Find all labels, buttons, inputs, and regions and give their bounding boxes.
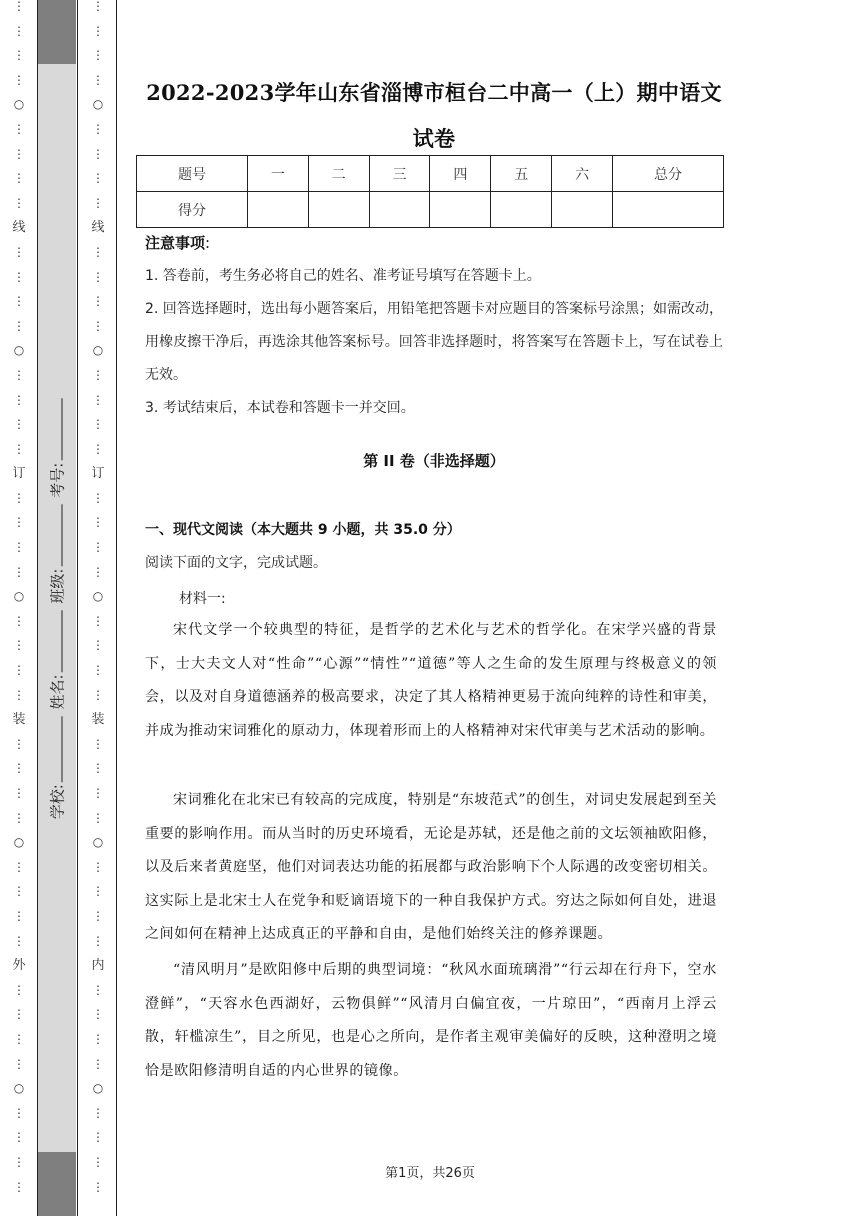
- binding-border-line: [77, 0, 78, 1216]
- cut-dots-mark: ⋮: [92, 1031, 104, 1046]
- cut-circle-mark: ○: [92, 835, 104, 850]
- name-input-blank[interactable]: [62, 610, 63, 672]
- cut-dots-mark: ⋮: [13, 810, 25, 825]
- note-item: 2. 回答选择题时，选出每小题答案后，用铅笔把答题卡对应题目的答案标号涂黑；如需改动，用橡皮擦干净后，再选涂其他答案标号。回答非选择题时，将答案写在答题卡上，写在试卷上无效。: [145, 301, 723, 383]
- cut-dots-mark: ⋮: [13, 417, 25, 432]
- number-input-blank[interactable]: [62, 399, 63, 461]
- cut-circle-mark: ○: [13, 343, 25, 358]
- cut-dots-mark: ⋮: [92, 23, 104, 38]
- cut-dots-mark: ⋮: [92, 761, 104, 776]
- name-label: 姓名:: [48, 674, 67, 710]
- cut-dots-mark: ⋮: [92, 48, 104, 63]
- cut-dots-mark: ⋮: [92, 564, 104, 579]
- cut-dots-mark: ⋮: [92, 515, 104, 530]
- cut-dots-mark: ⋮: [92, 244, 104, 259]
- cut-label-bind: 订: [12, 466, 26, 482]
- cut-dots-mark: ⋮: [13, 1031, 25, 1046]
- score-cell[interactable]: [491, 192, 552, 228]
- inner-cut-marks: [88, 0, 108, 1216]
- reading-instruction: 阅读下面的文字，完成试题。: [145, 555, 327, 571]
- cut-label-install: 装: [91, 712, 105, 728]
- note-item: 3. 考试结束后，本试卷和答题卡一并交回。: [145, 400, 415, 416]
- cut-dots-mark: ⋮: [13, 244, 25, 259]
- cut-dots-mark: ⋮: [13, 564, 25, 579]
- cut-dots-mark: ⋮: [13, 294, 25, 309]
- cut-dots-mark: ⋮: [13, 982, 25, 997]
- reading-paragraph: 宋代文学一个较典型的特征，是哲学的艺术化与艺术的哲学化。在宋学兴盛的背景下，士大夫文人对“性命”“心源”“情性”“道德”等人之生命的发生原理与终极意义的领会，以及对自身道德涵养的极高要求，决定了其人格精神更易于流向纯粹的诗性和审美，并成为推动宋词雅化的原动力，体现着形而上的人格精神对宋代审美与艺术活动的影响。: [145, 622, 717, 739]
- school-input-blank[interactable]: [62, 716, 63, 782]
- cut-dots-mark: ⋮: [92, 367, 104, 382]
- cut-dots-mark: ⋮: [92, 1154, 104, 1169]
- cut-dots-mark: ⋮: [92, 933, 104, 948]
- cut-dots-mark: ⋮: [92, 638, 104, 653]
- cut-dots-mark: ⋮: [92, 121, 104, 136]
- cut-dots-mark: ⋮: [92, 146, 104, 161]
- cut-circle-mark: ○: [92, 589, 104, 604]
- score-cell[interactable]: [369, 192, 430, 228]
- cut-dots-mark: ⋮: [13, 613, 25, 628]
- notes-title-colon: :: [205, 234, 211, 252]
- cut-dots-mark: ⋮: [13, 663, 25, 678]
- cut-dots-mark: ⋮: [92, 269, 104, 284]
- score-table-score-row: [137, 192, 724, 228]
- cut-circle-mark: ○: [13, 97, 25, 112]
- cut-circle-mark: ○: [92, 1081, 104, 1096]
- cut-label-line: 线: [91, 220, 105, 236]
- school-label: 学校:: [48, 784, 67, 820]
- score-table-header: 四: [430, 156, 491, 192]
- score-cell[interactable]: [247, 192, 308, 228]
- class-input-blank[interactable]: [62, 505, 63, 567]
- cut-dots-mark: ⋮: [13, 48, 25, 63]
- cut-dots-mark: ⋮: [92, 417, 104, 432]
- cut-dots-mark: ⋮: [13, 540, 25, 555]
- cut-circle-mark: ○: [13, 835, 25, 850]
- cut-dots-mark: ⋮: [92, 195, 104, 210]
- material-label: 材料一:: [179, 591, 226, 607]
- cut-dots-mark: ⋮: [13, 0, 25, 13]
- cut-dots-mark: ⋮: [92, 613, 104, 628]
- notes-title: [145, 232, 210, 253]
- binding-border-line: [116, 0, 117, 1216]
- score-table-header: 总分: [613, 156, 724, 192]
- cut-dots-mark: ⋮: [13, 736, 25, 751]
- cut-dots-mark: ⋮: [13, 195, 25, 210]
- cut-dots-mark: ⋮: [13, 687, 25, 702]
- cut-dots-mark: ⋮: [13, 392, 25, 407]
- cut-circle-mark: ○: [13, 1081, 25, 1096]
- cut-dots-mark: ⋮: [13, 908, 25, 923]
- cut-dots-mark: ⋮: [13, 1056, 25, 1071]
- cut-dots-mark: ⋮: [92, 294, 104, 309]
- class-label: 班级:: [48, 568, 67, 604]
- cut-dots-mark: ⋮: [13, 269, 25, 284]
- cut-circle-mark: ○: [92, 97, 104, 112]
- cut-circle-mark: ○: [92, 343, 104, 358]
- score-table-header: 六: [552, 156, 613, 192]
- cut-dots-mark: ⋮: [13, 441, 25, 456]
- score-cell[interactable]: [613, 192, 724, 228]
- cut-dots-mark: ⋮: [92, 663, 104, 678]
- cut-dots-mark: ⋮: [13, 23, 25, 38]
- score-cell[interactable]: [430, 192, 491, 228]
- cut-dots-mark: ⋮: [92, 687, 104, 702]
- cut-dots-mark: ⋮: [92, 884, 104, 899]
- score-table-header: 五: [491, 156, 552, 192]
- score-table-header: 三: [369, 156, 430, 192]
- cut-dots-mark: ⋮: [13, 933, 25, 948]
- cut-dots-mark: ⋮: [13, 121, 25, 136]
- cut-dots-mark: ⋮: [13, 367, 25, 382]
- cut-dots-mark: ⋮: [92, 490, 104, 505]
- reading-paragraph: “清风明月”是欧阳修中后期的典型词境：“秋风水面琉璃滑”“行云却在行舟下，空水澄鲜”，“天容水色西湖好，云物俱鲜”“风清月白偏宜夜，一片琼田”，“西南月上浮云散，轩槛凉生”，目之所见，也是心之所向，是作者主观审美偏好的反映，这种澄明之境恰是欧阳修清明自适的内心世界的镜像。: [145, 962, 717, 1079]
- notes-title-text: 注意事项: [145, 234, 206, 252]
- cut-dots-mark: ⋮: [92, 908, 104, 923]
- cut-dots-mark: ⋮: [92, 859, 104, 874]
- cut-dots-mark: ⋮: [13, 859, 25, 874]
- cut-dots-mark: ⋮: [92, 1007, 104, 1022]
- cut-circle-mark: ○: [13, 589, 25, 604]
- cut-label-bind: 订: [91, 466, 105, 482]
- cut-dots-mark: ⋮: [13, 1154, 25, 1169]
- exam-title: 2022-2023学年山东省淄博市桓台二中高一（上）期中语文试卷: [146, 80, 722, 151]
- score-table-header-row: [137, 156, 724, 192]
- cut-dots-mark: ⋮: [13, 146, 25, 161]
- cut-label-side: 外: [12, 958, 26, 974]
- cut-dots-mark: ⋮: [92, 736, 104, 751]
- cut-dots-mark: ⋮: [13, 1105, 25, 1120]
- section-heading: 第 II 卷（非选择题）: [363, 452, 505, 470]
- binding-strip-top-block: [38, 0, 76, 64]
- score-cell[interactable]: [308, 192, 369, 228]
- cut-dots-mark: ⋮: [92, 72, 104, 87]
- cut-dots-mark: ⋮: [13, 515, 25, 530]
- score-table: [136, 155, 724, 228]
- cut-dots-mark: ⋮: [92, 810, 104, 825]
- student-info-fields: [47, 397, 68, 820]
- score-table-header: 一: [247, 156, 308, 192]
- cut-dots-mark: ⋮: [13, 761, 25, 776]
- outer-cut-marks: [9, 0, 29, 1216]
- cut-dots-mark: ⋮: [92, 1105, 104, 1120]
- cut-dots-mark: ⋮: [92, 392, 104, 407]
- cut-label-line: 线: [12, 220, 26, 236]
- cut-dots-mark: ⋮: [92, 982, 104, 997]
- page-footer: 第1页，共26页: [385, 1166, 475, 1181]
- note-item: 1. 答卷前，考生务必将自己的姓名、准考证号填写在答题卡上。: [145, 268, 541, 284]
- cut-dots-mark: ⋮: [13, 786, 25, 800]
- cut-dots-mark: ⋮: [92, 786, 104, 800]
- cut-label-install: 装: [12, 712, 26, 728]
- score-cell[interactable]: [552, 192, 613, 228]
- cut-dots-mark: ⋮: [13, 72, 25, 87]
- cut-dots-mark: ⋮: [92, 1056, 104, 1071]
- cut-dots-mark: ⋮: [92, 171, 104, 186]
- cut-dots-mark: ⋮: [13, 638, 25, 653]
- cut-dots-mark: ⋮: [92, 318, 104, 333]
- cut-dots-mark: ⋮: [13, 1007, 25, 1022]
- reading-paragraph: 宋词雅化在北宋已有较高的完成度，特别是“东坡范式”的创生，对词史发展起到至关重要的影响作用。而从当时的历史环境看，无论是苏轼，还是他之前的文坛领袖欧阳修，以及后来者黄庭坚，他们对词表达功能的拓展都与政治影响下个人际遇的改变密切相关。这实际上是北宋士人在党争和贬谪语境下的一种自我保护方式。穷达之际如何自处，进退之间如何在精神上达成真正的平静和自由，是他们始终关注的修养课题。: [145, 792, 717, 942]
- score-table-header: 二: [308, 156, 369, 192]
- cut-dots-mark: ⋮: [13, 171, 25, 186]
- cut-dots-mark: ⋮: [13, 318, 25, 333]
- score-row-label: 得分: [137, 192, 248, 228]
- cut-dots-mark: ⋮: [92, 0, 104, 13]
- cut-dots-mark: ⋮: [92, 540, 104, 555]
- cut-dots-mark: ⋮: [13, 1130, 25, 1145]
- cut-dots-mark: ⋮: [92, 1179, 104, 1194]
- number-label: 考号:: [48, 462, 67, 498]
- cut-dots-mark: ⋮: [92, 441, 104, 456]
- cut-dots-mark: ⋮: [13, 884, 25, 899]
- cut-label-side: 内: [91, 958, 105, 974]
- part-heading: 一、现代文阅读（本大题共 9 小题，共 35.0 分）: [145, 522, 461, 538]
- binding-margin: [0, 0, 117, 1216]
- cut-dots-mark: ⋮: [13, 490, 25, 505]
- cut-dots-mark: ⋮: [92, 1130, 104, 1145]
- cut-dots-mark: ⋮: [13, 1179, 25, 1194]
- score-table-header: 题号: [137, 156, 248, 192]
